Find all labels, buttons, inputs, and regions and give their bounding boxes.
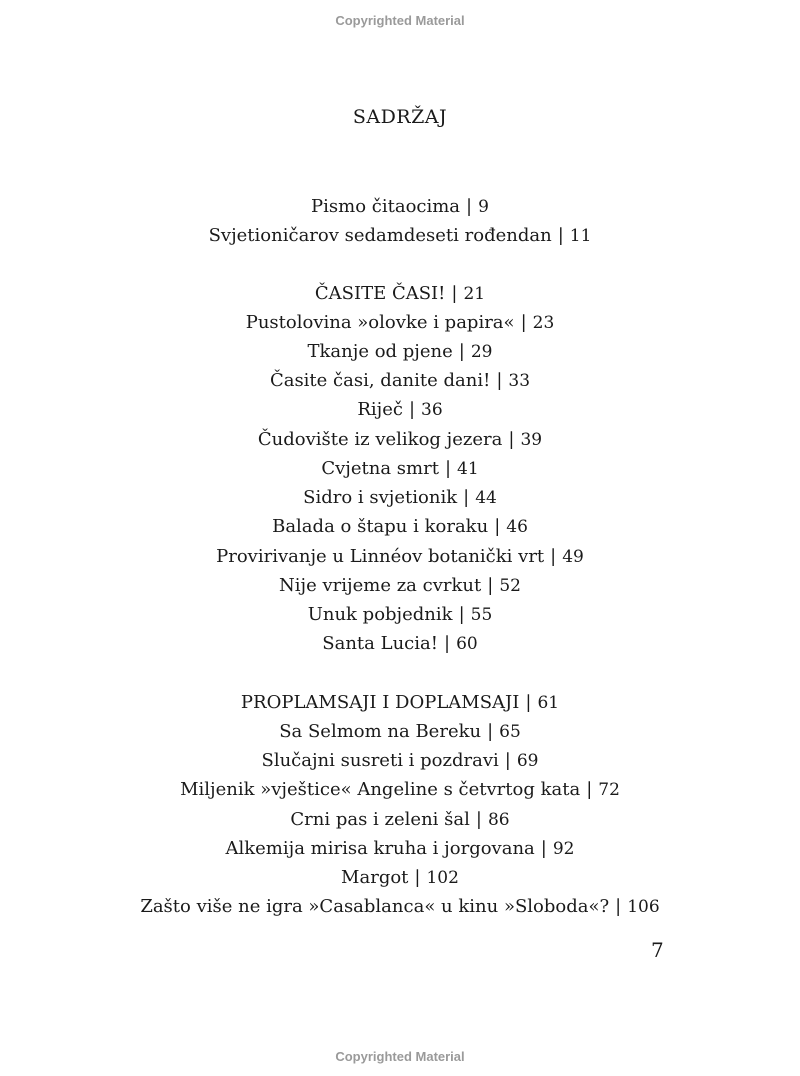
- toc-entry-separator: |: [504, 750, 511, 771]
- toc-entry[interactable]: [0, 224, 800, 248]
- toc-entry-page: 46: [506, 517, 528, 537]
- toc-entry-page: 44: [475, 488, 497, 508]
- toc-entry[interactable]: [0, 340, 800, 364]
- toc-entry-title: Balada o štapu i koraku: [272, 516, 489, 537]
- toc-entry[interactable]: [0, 895, 800, 919]
- toc-entry-title: Pismo čitaocima: [311, 196, 461, 217]
- toc-entry[interactable]: [0, 545, 800, 569]
- toc-entry-separator: |: [496, 370, 503, 391]
- toc-entry-separator: |: [586, 779, 593, 800]
- toc-entry-page: 36: [421, 400, 443, 420]
- toc-entry-title: PROPLAMSAJI I DOPLAMSAJI: [240, 692, 520, 713]
- toc-entry-page: 41: [457, 459, 479, 479]
- toc-entry-separator: |: [408, 399, 416, 420]
- toc-entry-title: Miljenik »vještice« Angeline s četvrtog kata: [180, 779, 581, 800]
- toc-entry[interactable]: [0, 428, 800, 452]
- toc-entry[interactable]: [0, 778, 800, 802]
- toc-entry-separator: |: [444, 458, 452, 479]
- toc-entry-separator: |: [458, 604, 465, 625]
- toc-entry-title: Sa Selmom na Bereku: [279, 721, 482, 742]
- toc-entry-title: Cvjetna smrt: [321, 458, 439, 479]
- toc-entry-separator: |: [540, 838, 547, 859]
- toc-entry-page: 9: [478, 197, 489, 217]
- toc-entry-title: Svjetioničarov sedamdeseti rođendan: [208, 225, 552, 246]
- toc-entry-page: 86: [487, 810, 510, 830]
- toc-entry-title: Margot: [341, 867, 409, 888]
- toc-entry[interactable]: [0, 574, 800, 598]
- toc-entry[interactable]: [0, 457, 800, 481]
- toc-entry-page: 106: [627, 897, 660, 917]
- toc-entry-title: Crni pas i zeleni šal: [290, 809, 470, 830]
- copyright-watermark-top: Copyrighted Material: [335, 13, 465, 28]
- toc-entry-separator: |: [414, 867, 421, 888]
- toc-entry-separator: |: [466, 196, 473, 217]
- toc-entry-page: 60: [456, 634, 478, 654]
- toc-entry[interactable]: [0, 808, 800, 832]
- toc-entry-title: Čudovište iz velikog jezera: [257, 429, 503, 450]
- toc-entry[interactable]: [0, 398, 800, 422]
- toc-entry-separator: |: [487, 575, 494, 596]
- toc-entry-title: Santa Lucia!: [322, 633, 438, 654]
- toc-entry-page: 72: [598, 780, 620, 800]
- toc-entry-separator: |: [443, 633, 451, 654]
- copyright-watermark-bottom: Copyrighted Material: [335, 1049, 465, 1064]
- toc-entry-page: 52: [499, 576, 521, 596]
- toc-entry-page: 23: [532, 313, 555, 333]
- toc-entry[interactable]: [0, 866, 800, 890]
- toc-entry-separator: |: [458, 341, 465, 362]
- toc-entry-separator: |: [525, 692, 532, 713]
- toc-entry[interactable]: [0, 486, 800, 510]
- toc-entry-page: 49: [562, 547, 584, 567]
- toc-entry-title: Unuk pobjednik: [307, 604, 453, 625]
- toc-entry-title: Tkanje od pjene: [307, 341, 453, 362]
- toc-entry-separator: |: [557, 225, 564, 246]
- toc-entry-separator: |: [520, 312, 527, 333]
- toc-entry-title: Pustolovina »olovke i papira«: [245, 312, 515, 333]
- toc-entry-title: Alkemija mirisa kruha i jorgovana: [225, 838, 535, 859]
- toc-entry-title: ČASITE ČASI!: [314, 283, 446, 304]
- toc-entry-separator: |: [494, 516, 501, 537]
- toc-entry[interactable]: [0, 311, 800, 335]
- toc-entry-title: Provirivanje u Linnéov botanički vrt: [216, 546, 545, 567]
- toc-entry-page: 11: [569, 226, 592, 246]
- toc-entry-page: 21: [463, 284, 486, 304]
- toc-entry-separator: |: [463, 487, 470, 508]
- toc-entry-page: 33: [508, 371, 531, 391]
- toc-entry[interactable]: [0, 720, 800, 744]
- toc-entry-page: 29: [470, 342, 493, 362]
- toc-heading: SADRŽAJ: [352, 106, 448, 128]
- toc-entry[interactable]: [0, 369, 800, 393]
- toc-section-heading[interactable]: [0, 282, 800, 306]
- toc-entry-separator: |: [451, 283, 458, 304]
- toc-entry-page: 92: [552, 839, 575, 859]
- toc-entry-title: Nije vrijeme za cvrkut: [279, 575, 482, 596]
- toc-entry-title: Zašto više ne igra »Casablanca« u kinu »Sloboda«?: [140, 896, 610, 917]
- toc-entry[interactable]: [0, 632, 800, 656]
- toc-entry-title: Riječ: [357, 399, 403, 420]
- toc-entry-page: 55: [470, 605, 493, 625]
- toc-entry-page: 61: [537, 693, 560, 713]
- toc-entry-page: 39: [520, 430, 543, 450]
- toc-entry[interactable]: [0, 515, 800, 539]
- toc-entry-separator: |: [475, 809, 482, 830]
- toc-entry-separator: |: [550, 546, 557, 567]
- toc-entry[interactable]: [0, 603, 800, 627]
- toc-entry[interactable]: [0, 749, 800, 773]
- toc-entry-title: Časite časi, danite dani!: [269, 370, 491, 391]
- toc-entry-title: Sidro i svjetionik: [303, 487, 458, 508]
- toc-entry-separator: |: [508, 429, 515, 450]
- toc-entry[interactable]: [0, 837, 800, 861]
- toc-entry-title: Slučajni susreti i pozdravi: [261, 750, 499, 771]
- toc-section-heading[interactable]: [0, 691, 800, 715]
- toc-entry-page: 102: [426, 868, 459, 888]
- toc-entry-separator: |: [487, 721, 494, 742]
- toc-entry-separator: |: [615, 896, 622, 917]
- page-number: 7: [651, 938, 664, 962]
- toc-entry-page: 65: [499, 722, 521, 742]
- toc-entry-page: 69: [516, 751, 539, 771]
- toc-entry[interactable]: [0, 195, 800, 219]
